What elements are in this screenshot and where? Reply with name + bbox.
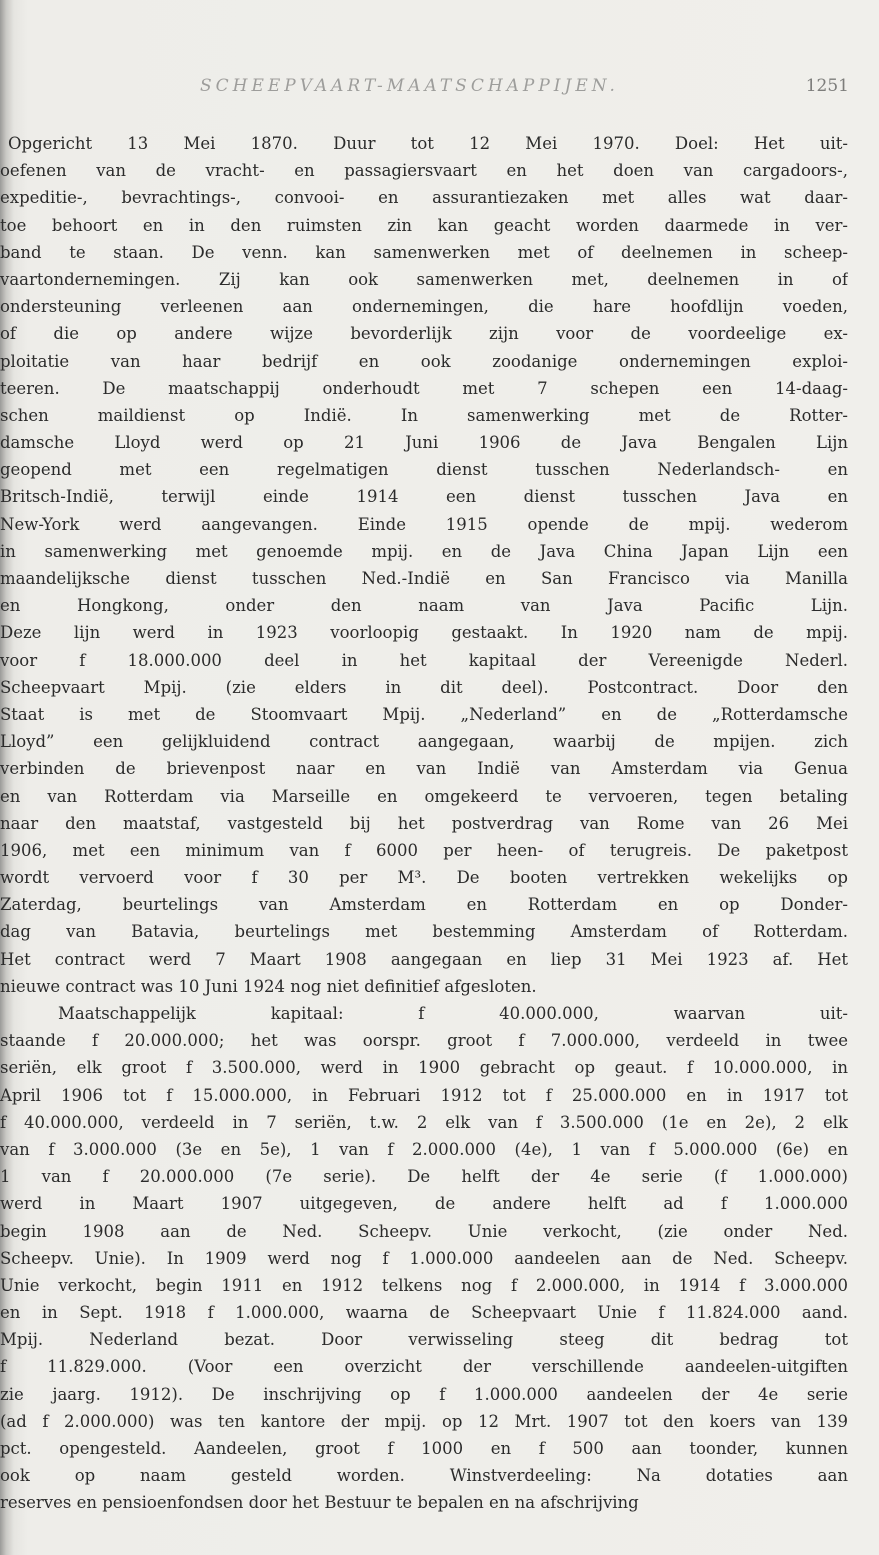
text-line: verbinden de brievenpost naar en van Indië van Amsterdam via Genua (0, 759, 848, 779)
text-line: oefenen van de vracht- en passagiersvaart en het doen van cargadoors-, (0, 161, 848, 181)
text-line: (ad f 2.000.000) was ten kantore der mpij. op 12 Mrt. 1907 tot den koers van 139 (0, 1411, 848, 1431)
text-line: nieuwe contract was 10 Juni 1924 nog niet definitief afgesloten. (0, 976, 537, 996)
text-line: f 40.000.000, verdeeld in 7 seriën, t.w. 2 elk van f 3.500.000 (1e en 2e), 2 elk (0, 1112, 848, 1132)
text-line: ondersteuning verleenen aan ondernemingen, die hare hoofdlijn voeden, (0, 297, 848, 317)
text-line: of die op andere wijze bevorderlijk zijn voor de voordeelige ex- (0, 324, 848, 344)
text-line: en in Sept. 1918 f 1.000.000, waarna de Scheepvaart Unie f 11.824.000 aand. (0, 1303, 848, 1323)
page-number: 1251 (805, 76, 849, 96)
text-line: Zaterdag, beurtelings van Amsterdam en Rotterdam en op Donder- (0, 895, 848, 915)
text-line: ploitatie van haar bedrijf en ook zoodanige ondernemingen exploi- (0, 351, 848, 371)
text-line: f 11.829.000. (Voor een overzicht der verschillende aandeelen-uitgiften (0, 1357, 848, 1377)
text-line: seriën, elk groot f 3.500.000, werd in 1900 gebracht op geaut. f 10.000.000, in (0, 1058, 848, 1078)
running-head: SCHEEPVAART-MAATSCHAPPIJEN. (200, 76, 619, 96)
text-line: expeditie-, bevrachtings-, convooi- en assurantiezaken met alles wat daar- (0, 188, 848, 208)
text-line: staande f 20.000.000; het was oorspr. groot f 7.000.000, verdeeld in twee (0, 1031, 848, 1051)
text-line: in samenwerking met genoemde mpij. en de Java China Japan Lijn een (0, 541, 848, 561)
text-line: en van Rotterdam via Marseille en omgekeerd te vervoeren, tegen betaling (0, 786, 848, 806)
text-line: voor f 18.000.000 deel in het kapitaal der Vereenigde Nederl. (0, 650, 848, 670)
text-line: damsche Lloyd werd op 21 Juni 1906 de Java Bengalen Lijn (0, 433, 848, 453)
text-line: Staat is met de Stoomvaart Mpij. „Nederland” en de „Rotterdamsche (0, 704, 848, 724)
text-line: schen maildienst op Indië. In samenwerking met de Rotter- (0, 405, 848, 425)
text-line: vaartondernemingen. Zij kan ook samenwerken met, deelnemen in of (0, 269, 848, 289)
text-line: begin 1908 aan de Ned. Scheepv. Unie verkocht, (zie onder Ned. (0, 1221, 848, 1241)
text-line: pct. opengesteld. Aandeelen, groot f 1000 en f 500 aan toonder, kunnen (0, 1439, 848, 1458)
page-header (0, 72, 879, 102)
body-text (0, 130, 848, 1517)
text-line: Britsch-Indië, terwijl einde 1914 een dienst tusschen Java en (0, 487, 848, 507)
text-line: werd in Maart 1907 uitgegeven, de andere helft ad f 1.000.000 (0, 1194, 848, 1214)
text-line: Deze lijn werd in 1923 voorloopig gestaakt. In 1920 nam de mpij. (0, 623, 848, 643)
text-line: 1 van f 20.000.000 (7e serie). De helft der 4e serie (f 1.000.000) (0, 1167, 848, 1187)
text-line: wordt vervoerd voor f 30 per M³. De booten vertrekken wekelijks op (0, 868, 848, 888)
text-line: Het contract werd 7 Maart 1908 aangegaan en liep 31 Mei 1923 af. Het (0, 949, 848, 969)
text-line: Lloyd” een gelijkluidend contract aangegaan, waarbij de mpijen. zich (0, 732, 848, 752)
text-line: April 1906 tot f 15.000.000, in Februari 1912 tot f 25.000.000 en in 1917 tot (0, 1085, 848, 1105)
text-line: Opgericht 13 Mei 1870. Duur tot 12 Mei 1970. Doel: Het uit- (8, 134, 848, 153)
text-line: zie jaarg. 1912). De inschrijving op f 1.000.000 aandeelen der 4e serie (0, 1384, 848, 1404)
text-line: toe behoort en in den ruimsten zin kan geacht worden daarmede in ver- (0, 215, 848, 235)
text-line: Scheepv. Unie). In 1909 werd nog f 1.000.000 aandeelen aan de Ned. Scheepv. (0, 1248, 848, 1268)
text-line: ook op naam gesteld worden. Winstverdeeling: Na dotaties aan (0, 1466, 848, 1486)
text-line: en Hongkong, onder den naam van Java Pacific Lijn. (0, 596, 848, 616)
text-line: van f 3.000.000 (3e en 5e), 1 van f 2.000.000 (4e), 1 van f 5.000.000 (6e) en (0, 1139, 848, 1159)
text-line: 1906, met een minimum van f 6000 per heen- of terugreis. De paketpost (0, 840, 848, 860)
text-line: teeren. De maatschappij onderhoudt met 7 schepen een 14-daag- (0, 378, 848, 398)
text-line: maandelijksche dienst tusschen Ned.-Indië en San Francisco via Manilla (0, 569, 848, 588)
text-line: Mpij. Nederland bezat. Door verwisseling steeg dit bedrag tot (0, 1330, 848, 1350)
text-line: dag van Batavia, beurtelings met bestemming Amsterdam of Rotterdam. (0, 922, 848, 942)
text-line: reserves en pensioenfondsen door het Bestuur te bepalen en na afschrijving (0, 1493, 639, 1513)
text-line: Scheepvaart Mpij. (zie elders in dit deel). Postcontract. Door den (0, 677, 848, 697)
text-line: Unie verkocht, begin 1911 en 1912 telkens nog f 2.000.000, in 1914 f 3.000.000 (0, 1275, 848, 1295)
text-line: Maatschappelijk kapitaal: f 40.000.000, waarvan uit- (58, 1004, 848, 1023)
text-line: geopend met een regelmatigen dienst tusschen Nederlandsch- en (0, 460, 848, 480)
text-line: New-York werd aangevangen. Einde 1915 opende de mpij. wederom (0, 514, 848, 534)
text-line: naar den maatstaf, vastgesteld bij het postverdrag van Rome van 26 Mei (0, 813, 848, 833)
text-line: band te staan. De venn. kan samenwerken met of deelnemen in scheep- (0, 242, 848, 262)
